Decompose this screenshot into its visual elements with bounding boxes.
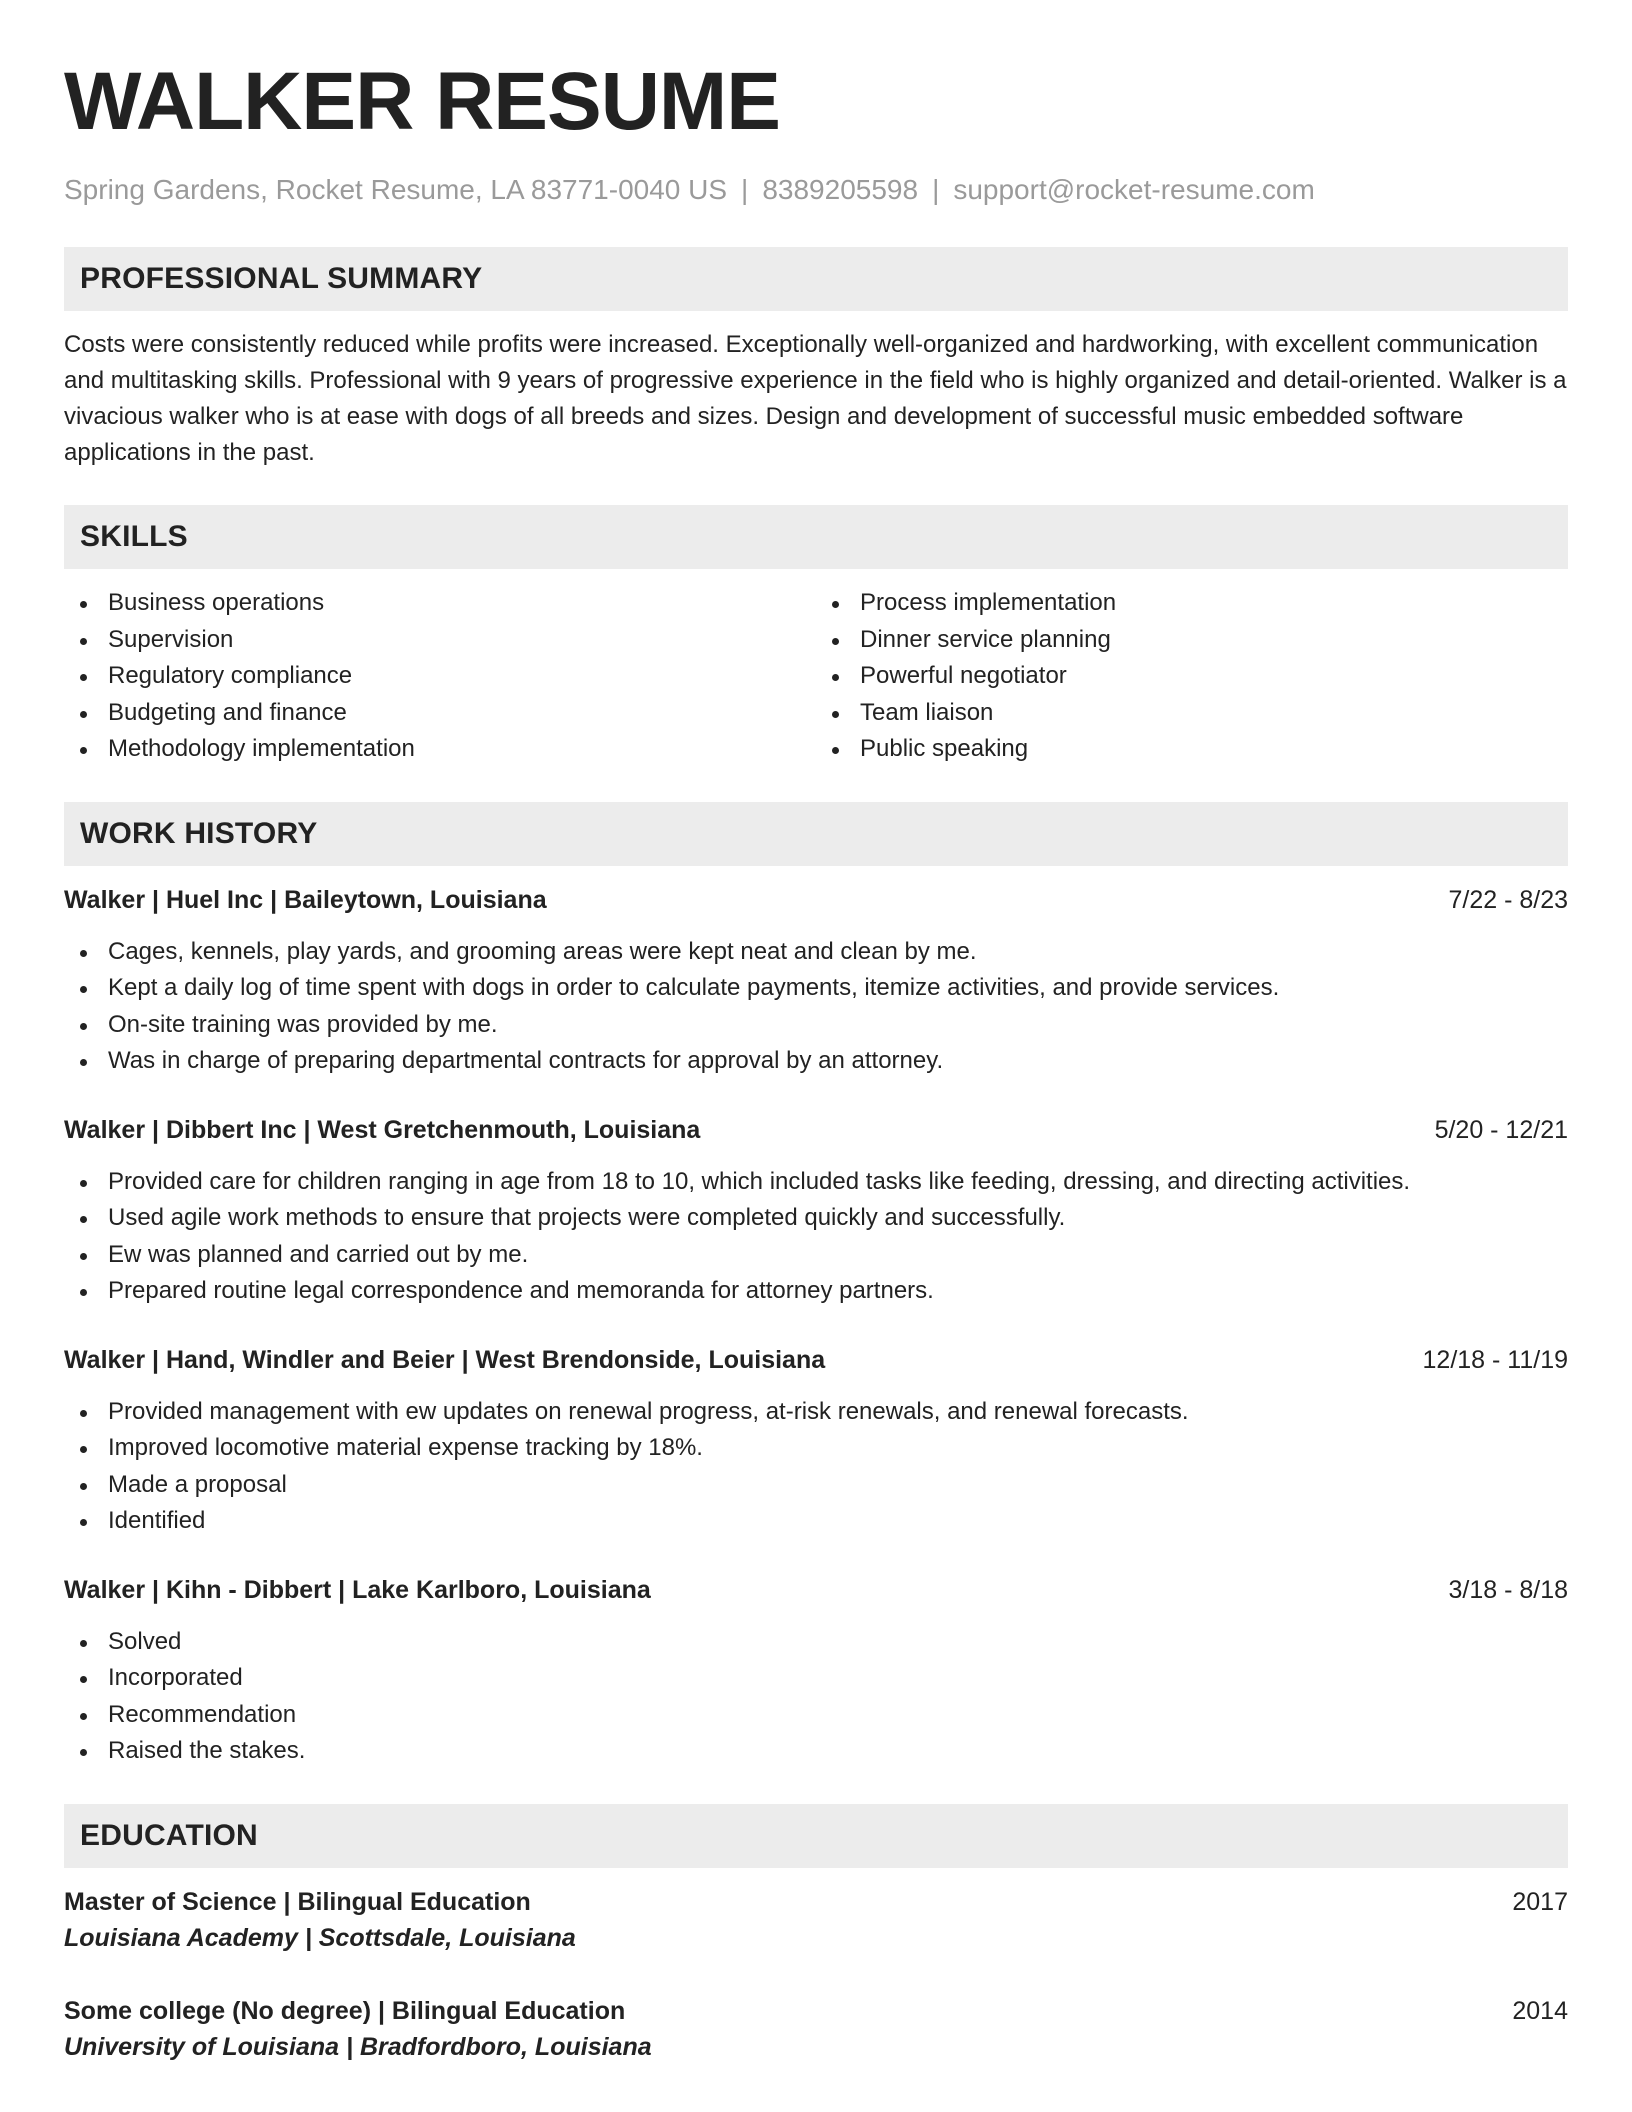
job-header	[64, 1342, 1568, 1378]
section-header-work: WORK HISTORY	[64, 802, 1568, 866]
job-title: Walker | Hand, Windler and Beier | West Brendonside, Louisiana	[64, 1345, 826, 1374]
job-title: Walker | Kihn - Dibbert | Lake Karlboro, Louisiana	[64, 1575, 651, 1604]
job-dates: 12/18 - 11/19	[1422, 1345, 1568, 1374]
skill-item: Regulatory compliance	[108, 658, 816, 695]
job-dates: 7/22 - 8/23	[1448, 885, 1568, 914]
job-entry	[64, 882, 1568, 1080]
education-degree: Master of Science | Bilingual Education	[64, 1887, 531, 1916]
job-entry	[64, 1112, 1568, 1310]
skills-list	[64, 585, 1568, 768]
skill-item: Budgeting and finance	[108, 695, 816, 732]
job-bullets	[64, 934, 1568, 1080]
job-bullet: Raised the stakes.	[108, 1733, 1568, 1770]
job-header	[64, 1572, 1568, 1608]
section-header-education: EDUCATION	[64, 1804, 1568, 1868]
job-bullet: Ew was planned and carried out by me.	[108, 1237, 1568, 1274]
skill-item: Business operations	[108, 585, 816, 622]
skill-item: Team liaison	[860, 695, 1568, 732]
skill-item: Powerful negotiator	[860, 658, 1568, 695]
skill-item: Supervision	[108, 622, 816, 659]
resume-name: WALKER RESUME	[64, 56, 780, 147]
education-year: 2014	[1512, 1996, 1568, 2025]
contact-email: support@rocket-resume.com	[953, 174, 1315, 205]
section-header-skills: SKILLS	[64, 505, 1568, 569]
job-header	[64, 882, 1568, 918]
job-bullet: Cages, kennels, play yards, and grooming areas were kept neat and clean by me.	[108, 934, 1568, 971]
job-bullet: Identified	[108, 1503, 1568, 1540]
contact-line	[64, 170, 1568, 210]
job-bullet: Kept a daily log of time spent with dogs in order to calculate payments, itemize activities, and provide services.	[108, 970, 1568, 1007]
education-year: 2017	[1512, 1887, 1568, 1916]
job-bullets	[64, 1394, 1568, 1540]
job-dates: 5/20 - 12/21	[1434, 1115, 1568, 1144]
job-bullet: Improved locomotive material expense tracking by 18%.	[108, 1430, 1568, 1467]
job-bullet: Provided care for children ranging in age from 18 to 10, which included tasks like feeding, dressing, and directing activities.	[108, 1164, 1568, 1201]
job-bullet: Made a proposal	[108, 1467, 1568, 1504]
education-entry	[64, 1993, 1568, 2065]
education-school: University of Louisiana | Bradfordboro, Louisiana	[64, 2032, 652, 2061]
job-bullets	[64, 1624, 1568, 1770]
skill-item: Process implementation	[860, 585, 1568, 622]
job-title: Walker | Dibbert Inc | West Gretchenmouth, Louisiana	[64, 1115, 701, 1144]
job-bullet: Solved	[108, 1624, 1568, 1661]
contact-phone: 8389205598	[762, 174, 919, 205]
section-header-summary: PROFESSIONAL SUMMARY	[64, 247, 1568, 311]
job-bullet: On-site training was provided by me.	[108, 1007, 1568, 1044]
job-bullet: Was in charge of preparing departmental contracts for approval by an attorney.	[108, 1043, 1568, 1080]
job-bullet: Used agile work methods to ensure that projects were completed quickly and successfully.	[108, 1200, 1568, 1237]
job-header	[64, 1112, 1568, 1148]
education-header	[64, 1884, 1568, 1920]
job-bullet: Provided management with ew updates on renewal progress, at-risk renewals, and renewal forecasts.	[108, 1394, 1568, 1431]
contact-address: Spring Gardens, Rocket Resume, LA 83771-0040 US	[64, 174, 728, 205]
job-entry	[64, 1572, 1568, 1770]
job-bullet: Recommendation	[108, 1697, 1568, 1734]
job-bullet: Incorporated	[108, 1660, 1568, 1697]
skills-column-right	[816, 585, 1568, 768]
job-title: Walker | Huel Inc | Baileytown, Louisiana	[64, 885, 547, 914]
education-header	[64, 1993, 1568, 2029]
education-degree: Some college (No degree) | Bilingual Education	[64, 1996, 626, 2025]
contact-separator: |	[741, 174, 749, 205]
education-entry	[64, 1884, 1568, 1956]
skill-item: Methodology implementation	[108, 731, 816, 768]
job-entry	[64, 1342, 1568, 1540]
skill-item: Dinner service planning	[860, 622, 1568, 659]
summary-text: Costs were consistently reduced while profits were increased. Exceptionally well-organized and hardworking, with excellent communication and multitasking skills. Professional with 9 years of progressive experience in the field who is highly organized and detail-oriented. Walker is a vivacious walker who is at ease with dogs of all breeds and sizes. Design and development of successful music embedded software applications in the past.	[64, 331, 1567, 466]
contact-separator: |	[932, 174, 940, 205]
job-dates: 3/18 - 8/18	[1448, 1575, 1568, 1604]
education-school: Louisiana Academy | Scottsdale, Louisiana	[64, 1923, 576, 1952]
skills-column-left	[64, 585, 816, 768]
job-bullet: Prepared routine legal correspondence and memoranda for attorney partners.	[108, 1273, 1568, 1310]
job-bullets	[64, 1164, 1568, 1310]
skill-item: Public speaking	[860, 731, 1568, 768]
